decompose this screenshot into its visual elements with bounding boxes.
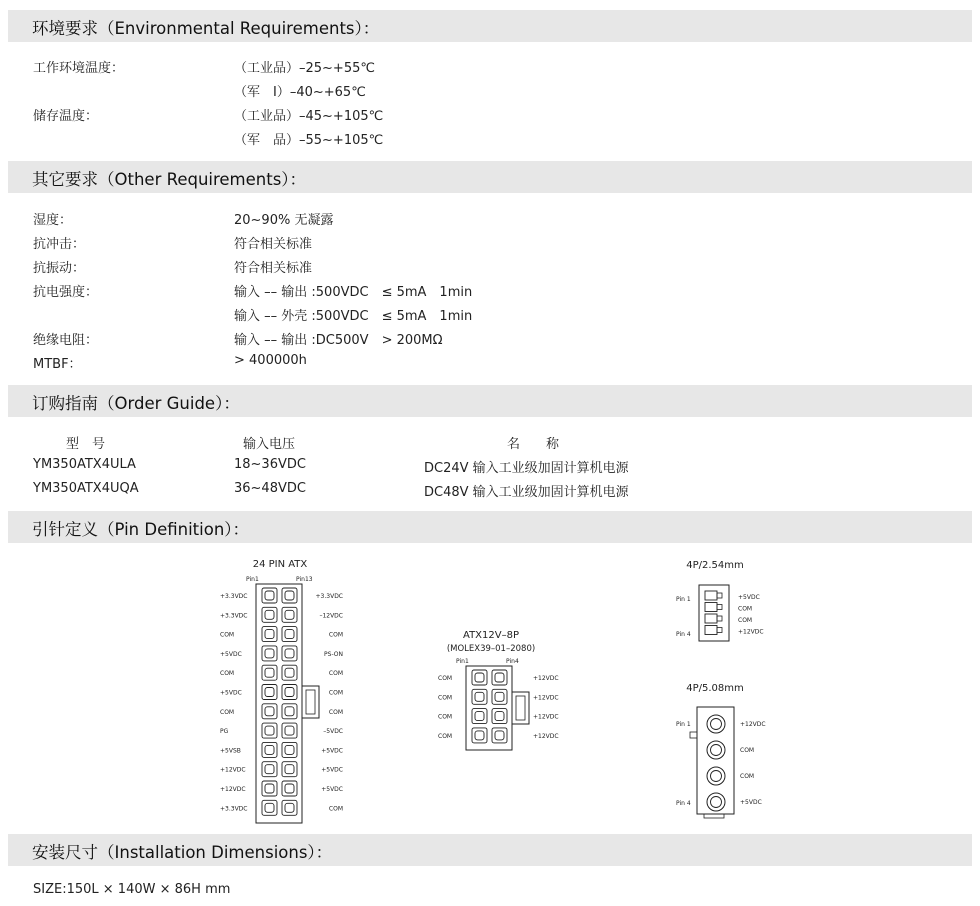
p4-508-connector-diagram bbox=[676, 683, 766, 818]
other-section-title: 其它要求（Other Requirements）： bbox=[32, 170, 307, 189]
p4-508-label-2: COM bbox=[740, 747, 755, 754]
atx24-connector-diagram bbox=[220, 559, 343, 823]
humidity-label: 湿度： bbox=[33, 213, 73, 228]
atx8-pin-right-4 bbox=[492, 728, 507, 743]
atx24-pin-right-4 bbox=[282, 646, 297, 661]
p4-254-pin-tab-4 bbox=[717, 628, 722, 633]
atx24-pin-right-2-contact bbox=[285, 610, 294, 619]
atx8-pin-right-4-contact bbox=[495, 731, 504, 740]
atx24-right-label-4: PS-ON bbox=[324, 650, 343, 658]
atx8-pin-left-4-contact bbox=[475, 731, 484, 740]
atx8-pin-left-4 bbox=[472, 728, 487, 743]
atx24-right-label-10: +5VDC bbox=[321, 766, 343, 774]
atx24-pin-right-10 bbox=[282, 762, 297, 777]
atx24-pin-left-3-contact bbox=[265, 630, 274, 639]
work-temp-military: （军 Ⅰ）–40~+65℃ bbox=[234, 85, 366, 100]
shock-label: 抗冲击： bbox=[33, 237, 86, 252]
atx8-left-label-1: COM bbox=[438, 675, 453, 682]
atx24-pin-left-11 bbox=[262, 781, 277, 796]
atx24-pin-right-3 bbox=[282, 627, 297, 642]
atx24-right-label-9: +5VDC bbox=[321, 747, 343, 755]
insulation-value: 输入 –– 输出 :DC500V > 200MΩ bbox=[234, 333, 443, 348]
atx24-left-label-1: +3.3VDC bbox=[220, 593, 248, 600]
p4-508-label-1: +12VDC bbox=[740, 721, 766, 728]
atx24-pin-right-10-contact bbox=[285, 765, 294, 774]
atx24-pin1-label: Pin1 bbox=[246, 576, 259, 583]
atx24-pin-right-12-contact bbox=[285, 803, 294, 812]
atx24-pin-left-3 bbox=[262, 627, 277, 642]
atx24-left-label-2: +3.3VDC bbox=[220, 612, 248, 620]
atx24-pin-left-2 bbox=[262, 607, 277, 622]
install-section-header bbox=[8, 834, 972, 866]
atx24-pin-right-9-contact bbox=[285, 745, 294, 754]
atx24-right-label-11: +5VDC bbox=[321, 786, 343, 793]
p4-254-pin-tab-2 bbox=[717, 605, 722, 610]
storage-temp-military: （军 品）–55~+105℃ bbox=[234, 133, 384, 148]
install-section-title: 安装尺寸（Installation Dimensions）： bbox=[32, 843, 333, 862]
atx24-pin-left-5-contact bbox=[265, 668, 274, 677]
install-size: SIZE:150L × 140W × 86H mm bbox=[33, 882, 231, 897]
p4-508-pin1-label: Pin 1 bbox=[676, 721, 691, 728]
atx24-pin-left-7 bbox=[262, 704, 277, 719]
atx24-pin-left-12 bbox=[262, 800, 277, 815]
atx24-left-label-11: +12VDC bbox=[220, 786, 246, 793]
atx24-left-label-4: +5VDC bbox=[220, 650, 242, 658]
p4-254-label-3: COM bbox=[738, 617, 753, 624]
atx8-left-label-4: COM bbox=[438, 732, 453, 740]
atx8-right-label-4: +12VDC bbox=[533, 732, 559, 740]
atx24-pin13-label: Pin13 bbox=[296, 576, 313, 583]
humidity-value: 20~90% 无凝露 bbox=[234, 213, 334, 228]
env-section-title: 环境要求（Environmental Requirements）： bbox=[32, 19, 380, 38]
p4-254-pin4-label: Pin 4 bbox=[676, 631, 691, 638]
atx24-pin-right-5-contact bbox=[285, 668, 294, 677]
atx24-pin-right-12 bbox=[282, 800, 297, 815]
dielectric-label: 抗电强度： bbox=[33, 285, 99, 300]
p4-254-pin-2 bbox=[705, 603, 717, 612]
p4-254-pin-4 bbox=[705, 626, 717, 635]
atx8-right-label-2: +12VDC bbox=[533, 694, 559, 702]
atx24-right-label-8: –5VDC bbox=[323, 728, 343, 736]
p4-254-label-2: COM bbox=[738, 605, 753, 613]
atx24-pin-left-6-contact bbox=[265, 688, 274, 697]
atx24-pin-right-7-contact bbox=[285, 707, 294, 716]
shock-value: 符合相关标准 bbox=[234, 237, 313, 252]
atx24-pin-right-2 bbox=[282, 607, 297, 622]
p4-508-pin-contact-1 bbox=[711, 719, 722, 730]
atx24-pin-right-11-contact bbox=[285, 784, 294, 793]
atx24-pin-right-1-contact bbox=[285, 591, 294, 600]
order-row-1-model: YM350ATX4ULA bbox=[33, 457, 136, 472]
storage-temp-label: 储存温度： bbox=[33, 109, 99, 124]
atx24-right-label-2: –12VDC bbox=[319, 612, 343, 620]
atx8-left-label-3: COM bbox=[438, 713, 453, 721]
atx24-pin-right-9 bbox=[282, 742, 297, 757]
atx24-left-label-12: +3.3VDC bbox=[220, 805, 248, 813]
atx8-pin-right-2 bbox=[492, 689, 507, 704]
p4-508-pin-3 bbox=[707, 767, 725, 785]
atx24-latch bbox=[302, 686, 319, 718]
atx24-pin-right-8 bbox=[282, 723, 297, 738]
atx8-pin-right-1 bbox=[492, 670, 507, 685]
atx24-pin-left-10-contact bbox=[265, 765, 274, 774]
dielectric-value-2: 输入 –– 外壳 :500VDC ≤ 5mA 1min bbox=[234, 309, 473, 324]
mtbf-label: MTBF： bbox=[33, 357, 82, 372]
atx24-pin-right-7 bbox=[282, 704, 297, 719]
vibration-label: 抗振动： bbox=[33, 261, 86, 276]
atx24-pin-left-1-contact bbox=[265, 591, 274, 600]
pin-section-title: 引针定义（Pin Definition）： bbox=[32, 520, 250, 539]
atx8-left-label-2: COM bbox=[438, 694, 453, 702]
storage-temp-industrial: （工业品）–45~+105℃ bbox=[234, 109, 384, 124]
p4-254-housing bbox=[699, 585, 729, 641]
atx24-pin-left-10 bbox=[262, 762, 277, 777]
atx24-pin-right-1 bbox=[282, 588, 297, 603]
p4-254-title: 4P/2.54mm bbox=[686, 560, 744, 571]
atx24-pin-right-5 bbox=[282, 665, 297, 680]
mtbf-value: > 400000h bbox=[234, 353, 307, 368]
order-header-model: 型 号 bbox=[66, 437, 106, 452]
atx24-pin-right-6 bbox=[282, 685, 297, 700]
p4-508-pin4-label: Pin 4 bbox=[676, 800, 691, 807]
p4-508-pin-contact-2 bbox=[711, 745, 722, 756]
p4-508-label-4: +5VDC bbox=[740, 799, 762, 806]
atx24-right-label-1: +3.3VDC bbox=[315, 593, 343, 600]
p4-508-pin-4 bbox=[707, 793, 725, 811]
atx8-housing bbox=[466, 666, 512, 750]
atx24-pin-left-6 bbox=[262, 685, 277, 700]
atx8-pin-right-2-contact bbox=[495, 692, 504, 701]
atx8-subtitle: (MOLEX39–01–2080) bbox=[446, 644, 536, 654]
p4-508-pin-1 bbox=[707, 715, 725, 733]
atx24-right-label-7: COM bbox=[328, 708, 343, 716]
atx24-pin-left-7-contact bbox=[265, 707, 274, 716]
atx24-pin-right-4-contact bbox=[285, 649, 294, 658]
atx24-pin-left-1 bbox=[262, 588, 277, 603]
atx24-right-label-5: COM bbox=[328, 670, 343, 678]
atx8-pin-left-3-contact bbox=[475, 712, 484, 721]
atx24-right-label-6: COM bbox=[328, 689, 343, 697]
atx24-left-label-6: +5VDC bbox=[220, 689, 242, 697]
atx24-pin-left-9 bbox=[262, 742, 277, 757]
atx8-pin-left-3 bbox=[472, 709, 487, 724]
p4-254-pin-tab-1 bbox=[717, 593, 722, 598]
order-row-2-voltage: 36~48VDC bbox=[234, 481, 306, 496]
atx24-left-label-3: COM bbox=[220, 631, 235, 639]
atx24-pin-right-11 bbox=[282, 781, 297, 796]
p4-508-label-3: COM bbox=[740, 773, 755, 780]
p4-508-pin-contact-3 bbox=[711, 771, 722, 782]
p4-508-housing bbox=[697, 707, 734, 814]
atx8-title: ATX12V–8P bbox=[463, 630, 519, 641]
atx8-latch bbox=[512, 692, 529, 724]
atx8-pin-right-1-contact bbox=[495, 673, 504, 682]
p4-508-title: 4P/5.08mm bbox=[686, 683, 744, 694]
atx8-pin-left-1-contact bbox=[475, 673, 484, 682]
atx8-right-label-3: +12VDC bbox=[533, 713, 559, 721]
atx24-pin-right-3-contact bbox=[285, 630, 294, 639]
order-header-name: 名 称 bbox=[507, 437, 560, 452]
atx24-pin-left-5 bbox=[262, 665, 277, 680]
insulation-label: 绝缘电阻： bbox=[33, 333, 99, 348]
vibration-value: 符合相关标准 bbox=[234, 261, 313, 276]
atx24-right-label-3: COM bbox=[328, 631, 343, 639]
p4-254-label-1: +5VDC bbox=[738, 594, 760, 601]
atx24-pin-right-8-contact bbox=[285, 726, 294, 735]
atx24-pin-left-12-contact bbox=[265, 803, 274, 812]
p4-254-pin-1 bbox=[705, 591, 717, 600]
atx24-pin-right-6-contact bbox=[285, 688, 294, 697]
order-row-2-name: DC48V 输入工业级加固计算机电源 bbox=[424, 485, 629, 500]
p4-254-pin-3 bbox=[705, 614, 717, 623]
atx8-pin-left-2 bbox=[472, 689, 487, 704]
atx24-left-label-5: COM bbox=[220, 670, 235, 678]
atx24-pin-left-2-contact bbox=[265, 610, 274, 619]
order-row-2-model: YM350ATX4UQA bbox=[33, 481, 139, 496]
atx8-pin-right-3-contact bbox=[495, 712, 504, 721]
atx24-title: 24 PIN ATX bbox=[252, 559, 308, 570]
atx8-pin-left-1 bbox=[472, 670, 487, 685]
atx24-pin-left-11-contact bbox=[265, 784, 274, 793]
atx24-pin-left-9-contact bbox=[265, 745, 274, 754]
atx8-pin4-label: Pin4 bbox=[506, 658, 519, 665]
atx8-pin1-label: Pin1 bbox=[456, 658, 469, 665]
atx8-connector-diagram bbox=[438, 630, 559, 750]
p4-254-label-4: +12VDC bbox=[738, 628, 764, 636]
atx24-left-label-8: PG bbox=[220, 728, 229, 736]
atx8-pin-left-2-contact bbox=[475, 692, 484, 701]
atx24-pin-left-8 bbox=[262, 723, 277, 738]
atx24-pin-left-4 bbox=[262, 646, 277, 661]
atx24-pin-left-8-contact bbox=[265, 726, 274, 735]
order-section-title: 订购指南（Order Guide）： bbox=[32, 394, 240, 413]
atx24-pin-left-4-contact bbox=[265, 649, 274, 658]
p4-254-pin1-label: Pin 1 bbox=[676, 596, 691, 603]
order-row-1-voltage: 18~36VDC bbox=[234, 457, 306, 472]
work-temp-label: 工作环境温度： bbox=[33, 61, 125, 76]
atx8-right-label-1: +12VDC bbox=[533, 675, 559, 682]
work-temp-industrial: （工业品）–25~+55℃ bbox=[234, 61, 375, 76]
atx24-right-label-12: COM bbox=[328, 805, 343, 813]
atx24-left-label-10: +12VDC bbox=[220, 766, 246, 774]
p4-254-connector-diagram bbox=[676, 560, 764, 641]
atx24-left-label-9: +5VSB bbox=[220, 747, 241, 755]
order-row-1-name: DC24V 输入工业级加固计算机电源 bbox=[424, 461, 629, 476]
atx24-left-label-7: COM bbox=[220, 708, 235, 716]
dielectric-value-1: 输入 –– 输出 :500VDC ≤ 5mA 1min bbox=[234, 285, 473, 300]
p4-508-pin-2 bbox=[707, 741, 725, 759]
atx8-pin-right-3 bbox=[492, 709, 507, 724]
p4-508-pin-contact-4 bbox=[711, 797, 722, 808]
order-header-voltage: 输入电压 bbox=[243, 437, 296, 452]
p4-254-pin-tab-3 bbox=[717, 616, 722, 621]
